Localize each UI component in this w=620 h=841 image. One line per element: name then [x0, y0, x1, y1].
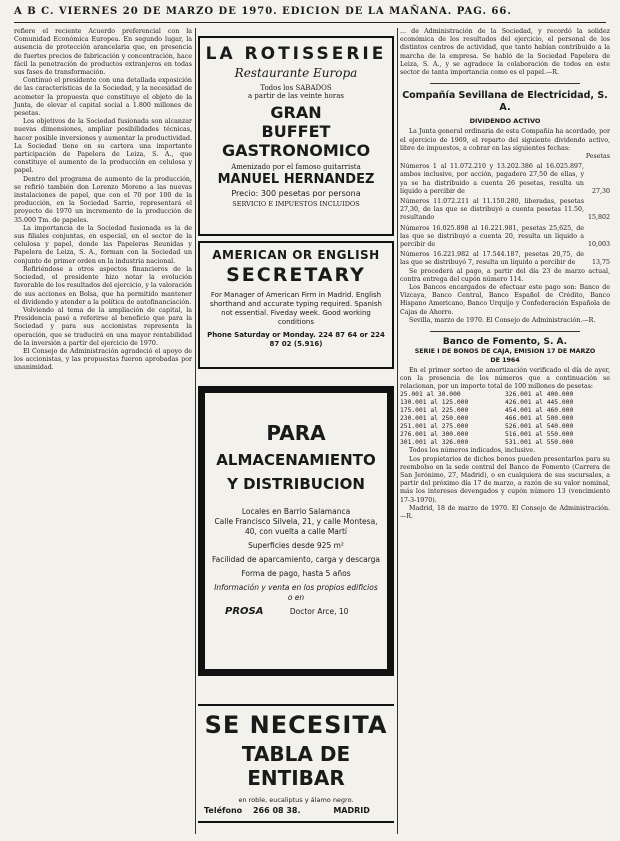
lumber-title2: TABLA DE ENTIBAR — [241, 742, 351, 790]
warehouse-body2: Calle Francisco Silvela, 21, y calle Montesa, 40, con vuelta a calle Martí — [214, 517, 378, 536]
sevillana-row-amount: 27,30 — [591, 187, 610, 195]
lumber-phone-label: Teléfono — [204, 806, 243, 815]
warehouse-body5: Forma de pago, hasta 5 años — [241, 569, 351, 578]
right-news-column — [400, 28, 610, 834]
table-cell: 326.001 al 400.000 — [505, 391, 574, 399]
lumber-city: MADRID — [333, 806, 370, 815]
sevillana-col-label: Pesetas — [585, 153, 610, 161]
rotisserie-big1: GRAN — [270, 103, 322, 122]
rotisserie-big2: BUFFET — [261, 122, 331, 141]
left-paragraph: Los objetivos de la Sociedad fusionada son alcanzar nuevas dimensiones, ampliar posibilidades técnicas, hacer posible inversiones y aumentar la productividad. La Sociedad tiene en su cartera una importante participación de Papelera de Leiza, S. A., que constituye el aumento de la producción en celulosa y papel. — [14, 118, 192, 175]
rotisserie-big3: GASTRONOMICO — [221, 141, 371, 160]
left-paragraph: refiere el reciente Acuerdo preferencial con la Comunidad Económica Europea. En segundo lugar, la ausencia de protección arancelaria que, en presencia de fuertes precios de fabricación y concentración, hace fácil la penetración de productos extranjeros en todas sus fases de transformación. — [14, 28, 192, 77]
fomento-subtitle: SERIE I DE BONOS DE CAJA, EMISION 17 DE MARZO DE 1964 — [414, 348, 596, 364]
rotisserie-line3: Amenizado por el famoso guitarrista — [231, 163, 361, 171]
table-cell: 175.001 al 225.000 — [400, 407, 469, 415]
sevillana-row-amount: 13,75 — [591, 259, 610, 267]
table-row — [400, 399, 610, 407]
table-cell: 276.001 al 300.000 — [400, 431, 469, 439]
sevillana-row-text: Números 11.072.211 al 11.150.280, liberadas, pesetas 27,30, de las que se distribuyó a cuenta pesetas 11.50, resultando — [400, 198, 584, 222]
table-cell: 454.001 al 460.000 — [505, 407, 574, 415]
sevillana-subtitle: DIVIDENDO ACTIVO — [469, 117, 541, 126]
warehouse-body3: Superficies desde 925 m² — [248, 541, 344, 550]
secretary-title1: AMERICAN OR ENGLISH — [212, 248, 380, 262]
lumber-ad — [198, 704, 394, 815]
lumber-title1: SE NECESITA — [204, 711, 388, 739]
table-cell: 301.001 al 326.000 — [400, 439, 469, 447]
sevillana-sign: Sevilla, marzo de 1970. El Consejo de Administración.—R. — [409, 316, 596, 324]
rotisserie-script: Restaurante Europa — [234, 66, 358, 80]
table-cell: 25.001 al 30.000 — [400, 391, 461, 399]
sevillana-title: Compañía Sevillana de Electricidad, S. A. — [402, 90, 608, 114]
sevillana-row-text: Números 1 al 11.072.210 y 13.202.386 al 16.025.897, ambos inclusive, por acción, pagadero 27,50 de ellas, y ya se ha distribuido a cuenta 26 pesetas, resulta un líquido a percibir de — [400, 163, 584, 195]
table-cell: 526.001 al 540.000 — [505, 423, 574, 431]
warehouse-body1: Locales en Barrio Salamanca — [241, 507, 351, 516]
warehouse-address: Doctor Arce, 10 — [289, 607, 349, 616]
fomento-body: En el primer sorteo de amortización verificado el día de ayer, con la presencia de los números que a continuación se relacionan, por un importe total de 100 millones de pesetas: — [400, 366, 610, 391]
fomento-sign: Madrid, 18 de marzo de 1970. El Consejo de Administración.—R. — [400, 504, 610, 520]
table-cell: 516.001 al 550.000 — [505, 431, 574, 439]
warehouse-title1: PARA — [266, 421, 326, 445]
lumber-phone: 266 08 38. — [252, 806, 301, 815]
left-paragraph: La importancia de la Sociedad fusionada es la de sus filiales conjuntas, en especial, en el sector de la celulosa y papel, donde las Papeleras Reunidas y Papelera de Leiza, S. A., forman con la Sociedad un conjunto de primer orden en la industria nacional. — [14, 224, 192, 265]
secretary-title2: SECRETARY — [226, 264, 366, 286]
left-paragraph: Continuó el presidente con una detallada exposición de las características de la Sociedad, y la necesidad de acometer la propuesta que constituye el objeto de la Junta, de elevar el capital social a 1.800 millones de pesetas. — [14, 77, 192, 118]
right-intro: ... de Administración de la Sociedad, y recordó la solidez económica de los resultados del ejercicio, el personal de los distintos centros de actividad, que tanto habían contribuido a la marcha de la empresa. Se habló de la Sociedad Papelera de Leiza, S. A., y se agradece la colaboración de todos en este sector de tanta importancia como es el papel.—R. — [400, 28, 610, 77]
sevillana-banks: Los Bancos encargados de efectuar este pago son: Banco de Vizcaya, Banco Central, Banco Español de Crédito, Banco Hispano Americano, Banco Urquijo y Confederación Española de Cajas de Ahorro. — [400, 284, 610, 316]
table-cell: 130.001 al 125.000 — [400, 399, 469, 407]
warehouse-body6: Información y venta en los propios edificios o en — [214, 583, 378, 602]
fomento-title: Banco de Fomento, S. A. — [442, 337, 568, 348]
table-cell: 251.001 al 275.000 — [400, 423, 469, 431]
lumber-line: en roble, eucaliptus y álamo negro. — [238, 796, 354, 804]
table-row — [400, 391, 610, 399]
warehouse-body4: Facilidad de aparcamiento, carga y descarga — [211, 555, 381, 564]
sevillana-after: Se procederá al pago, a partir del día 23 de marzo actual, contra entrega del cupón número 114. — [400, 267, 610, 283]
table-cell: 230.001 al 250.000 — [400, 415, 469, 423]
left-paragraph: El Consejo de Administración agradeció el apoyo de los accionistas, y las propuestas fueron aprobadas por unanimidad. — [14, 347, 192, 372]
rotisserie-service: SERVICIO E IMPUESTOS INCLUIDOS — [232, 200, 360, 208]
rotisserie-title: LA ROTISSERIE — [205, 44, 387, 64]
left-paragraph: Dentro del programa de aumento de la producción, se refirió también don Lorenzo Moreno a las nuevas instalaciones de papel, que con el 70 por 100 de la producción, en la Sociedad Sarrio, representará el proyecto de 1970 un incremento de la producción de 35.000 Tm. de papeles. — [14, 175, 192, 224]
warehouse-title3: Y DISTRIBUCION — [227, 475, 365, 493]
secretary-ad — [198, 241, 394, 369]
table-cell: 466.001 al 500.000 — [505, 415, 574, 423]
table-cell: 426.001 al 445.000 — [505, 399, 574, 407]
rotisserie-line1: Todos los SABADOS — [260, 84, 332, 92]
fomento-body2: Todos los números indicados, inclusive. — [409, 447, 536, 455]
secretary-body: For Manager of American Firm in Madrid. English shorthand and accurate typing required. Spanish not essential. Fiveday week. Good working conditions — [210, 291, 382, 326]
fomento-body3: Los propietarios de dichos bonos pueden presentarlos para su reembolso en la sede central del Banco de Fomento (Carrera de San Jerónimo, 27, Madrid), o en cualquiera de sus sucursales, a partir del próximo día 17 de marzo, a razón de su valor nominal, más los intereses devengados y cupón número 13 (vencimiento 17-3-1970). — [400, 455, 610, 504]
sevillana-body: La Junta general ordinaria de esta Compañía ha acordado, por el ejercicio de 1969, el reparto del siguiente dividendo activo, libre de impuestos, a cobrar en las siguientes fechas: — [400, 128, 610, 152]
table-row — [400, 423, 610, 431]
rotisserie-line2: a partir de las veinte horas — [248, 92, 344, 100]
fomento-table — [400, 391, 610, 447]
table-row — [400, 431, 610, 439]
column-divider-left — [195, 28, 196, 834]
secretary-phone: Phone Saturday or Monday. 224 87 64 or 224 87 02 (5.916) — [207, 331, 385, 348]
rotisserie-price: Precio: 300 pesetas por persona — [231, 189, 361, 198]
rotisserie-ad — [198, 36, 394, 236]
left-paragraph: Refiriéndose a otros aspectos financieros de la Sociedad, el presidente hizo notar la evolución favorable de los resultados del ejercicio, y la valoración de sus acciones en Bolsa, que ha permitido mantener el dividendo y atender a la política de autofinanciación. — [14, 265, 192, 306]
sevillana-row-amount: 10,003 — [588, 241, 611, 249]
table-row — [400, 415, 610, 423]
sevillana-row-text: Números 16.025.898 al 16.221.981, pesetas 25,625, de las que se distribuyó a cuenta 20, resulta un líquido a percibir de — [400, 224, 584, 249]
page-header: A B C. VIERNES 20 DE MARZO DE 1970. EDICION DE LA MAÑANA. PAG. 66. — [14, 6, 512, 17]
sevillana-row-text: Números 16.221.982 al 17.544.187, pesetas 20,75, de las que se distribuyó 7, resulta un líquido a percibir de — [400, 251, 584, 267]
warehouse-ad — [198, 386, 394, 676]
warehouse-title2: ALMACENAMIENTO — [216, 451, 376, 469]
table-row — [400, 439, 610, 447]
left-news-column — [14, 28, 192, 834]
left-paragraph: Volviendo al tema de la ampliación de capital, la Presidencia pasó a referirse al beneficio que para la Sociedad y para sus accionistas representa la operación, que se traducirá en una mayor rentabilidad de la inversión a partir del ejercicio de 1970. — [14, 306, 192, 347]
sevillana-row-amount: 15,802 — [588, 214, 611, 222]
header-rule — [14, 22, 606, 23]
table-row — [400, 407, 610, 415]
column-divider-right — [397, 28, 398, 834]
warehouse-brand: PROSA — [225, 606, 264, 617]
table-cell: 531.001 al 550.000 — [505, 439, 574, 447]
rotisserie-performer: MANUEL HERNANDEZ — [217, 172, 375, 187]
